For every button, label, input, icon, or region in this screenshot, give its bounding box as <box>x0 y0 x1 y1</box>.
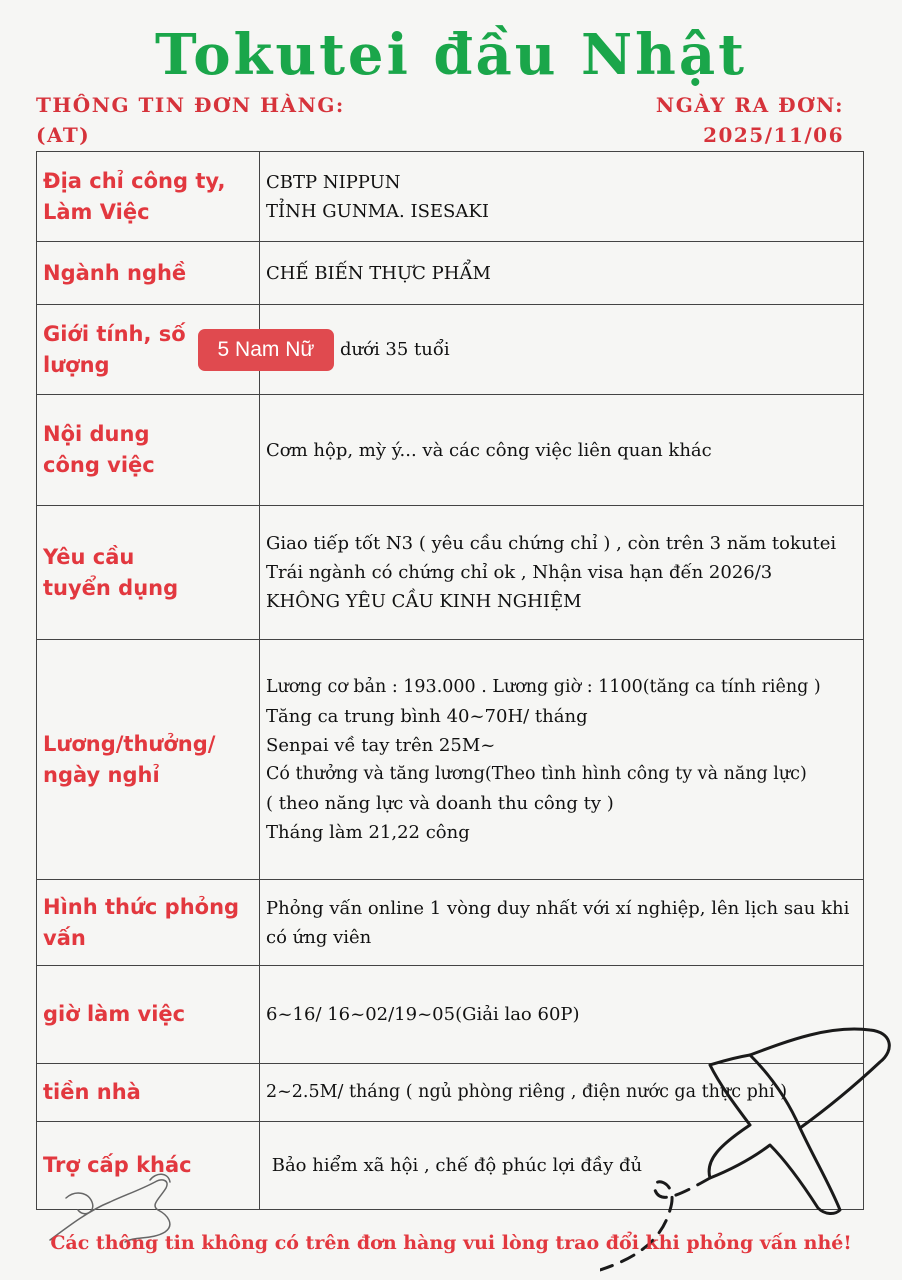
row-company-address <box>37 152 864 242</box>
row-label: Ngành nghề <box>37 242 260 305</box>
order-info-heading <box>36 90 345 150</box>
row-value: Bảo hiểm xã hội , chế độ phúc lợi đầy đủ <box>260 1122 864 1210</box>
row-value: dưới 35 tuổi <box>260 305 864 395</box>
row-value: CHẾ BIẾN THỰC PHẨM <box>260 242 864 305</box>
issue-date-label: NGÀY RA ĐƠN: <box>655 93 844 117</box>
row-label: Nội dung công việc <box>37 395 260 506</box>
page-title: Tokutei đầu Nhật <box>154 22 748 88</box>
row-value: Giao tiếp tốt N3 ( yêu cầu chứng chỉ ) , còn trên 3 năm tokutei Trái ngành có chứng chỉ ok , Nhận visa hạn đến 2026/3 KHÔNG YÊU CẦU KINH NGHIỆM <box>260 506 864 640</box>
row-value: Lương cơ bản : 193.000 . Lương giờ : 1100(tăng ca tính riêng ) Tăng ca trung bình 40~70H/ tháng Senpai về tay trên 25M~ Có thưởng và tăng lương(Theo tình hình công ty và năng lực) ( theo năng lực và doanh thu công ty ) Tháng làm 21,22 công <box>260 640 864 880</box>
quantity-badge: 5 Nam Nữ <box>198 329 334 371</box>
row-gender-quantity <box>37 305 864 395</box>
row-value: CBTP NIPPUN TỈNH GUNMA. ISESAKI <box>260 152 864 242</box>
row-requirements <box>37 506 864 640</box>
footer-note: Các thông tin không có trên đơn hàng vui lòng trao đổi khi phỏng vấn nhé! <box>50 1232 852 1254</box>
row-label: Trợ cấp khác <box>37 1122 260 1210</box>
row-value: Cơm hộp, mỳ ý... và các công việc liên quan khác <box>260 395 864 506</box>
row-label: Hình thức phỏng vấn <box>37 880 260 966</box>
row-label: Địa chỉ công ty, Làm Việc <box>37 152 260 242</box>
row-salary-bonus <box>37 640 864 880</box>
issue-date-heading <box>656 90 844 150</box>
row-label: Lương/thưởng/ ngày nghỉ <box>37 640 260 880</box>
order-code: (AT) <box>36 123 91 147</box>
row-interview-format <box>37 880 864 966</box>
row-label: Yêu cầu tuyển dụng <box>37 506 260 640</box>
row-label: giờ làm việc <box>37 966 260 1064</box>
row-value: 6~16/ 16~02/19~05(Giải lao 60P) <box>260 966 864 1064</box>
row-industry <box>37 242 864 305</box>
issue-date-value: 2025/11/06 <box>703 123 844 147</box>
order-info-label: THÔNG TIN ĐƠN HÀNG: <box>36 93 345 117</box>
row-job-content <box>37 395 864 506</box>
row-label: Giới tính, số lượng <box>37 305 260 395</box>
row-label: tiền nhà <box>37 1064 260 1122</box>
row-value: Phỏng vấn online 1 vòng duy nhất với xí nghiệp, lên lịch sau khi có ứng viên <box>260 880 864 966</box>
row-value: 2~2.5M/ tháng ( ngủ phòng riêng , điện nước ga thực phí ) <box>260 1064 864 1122</box>
